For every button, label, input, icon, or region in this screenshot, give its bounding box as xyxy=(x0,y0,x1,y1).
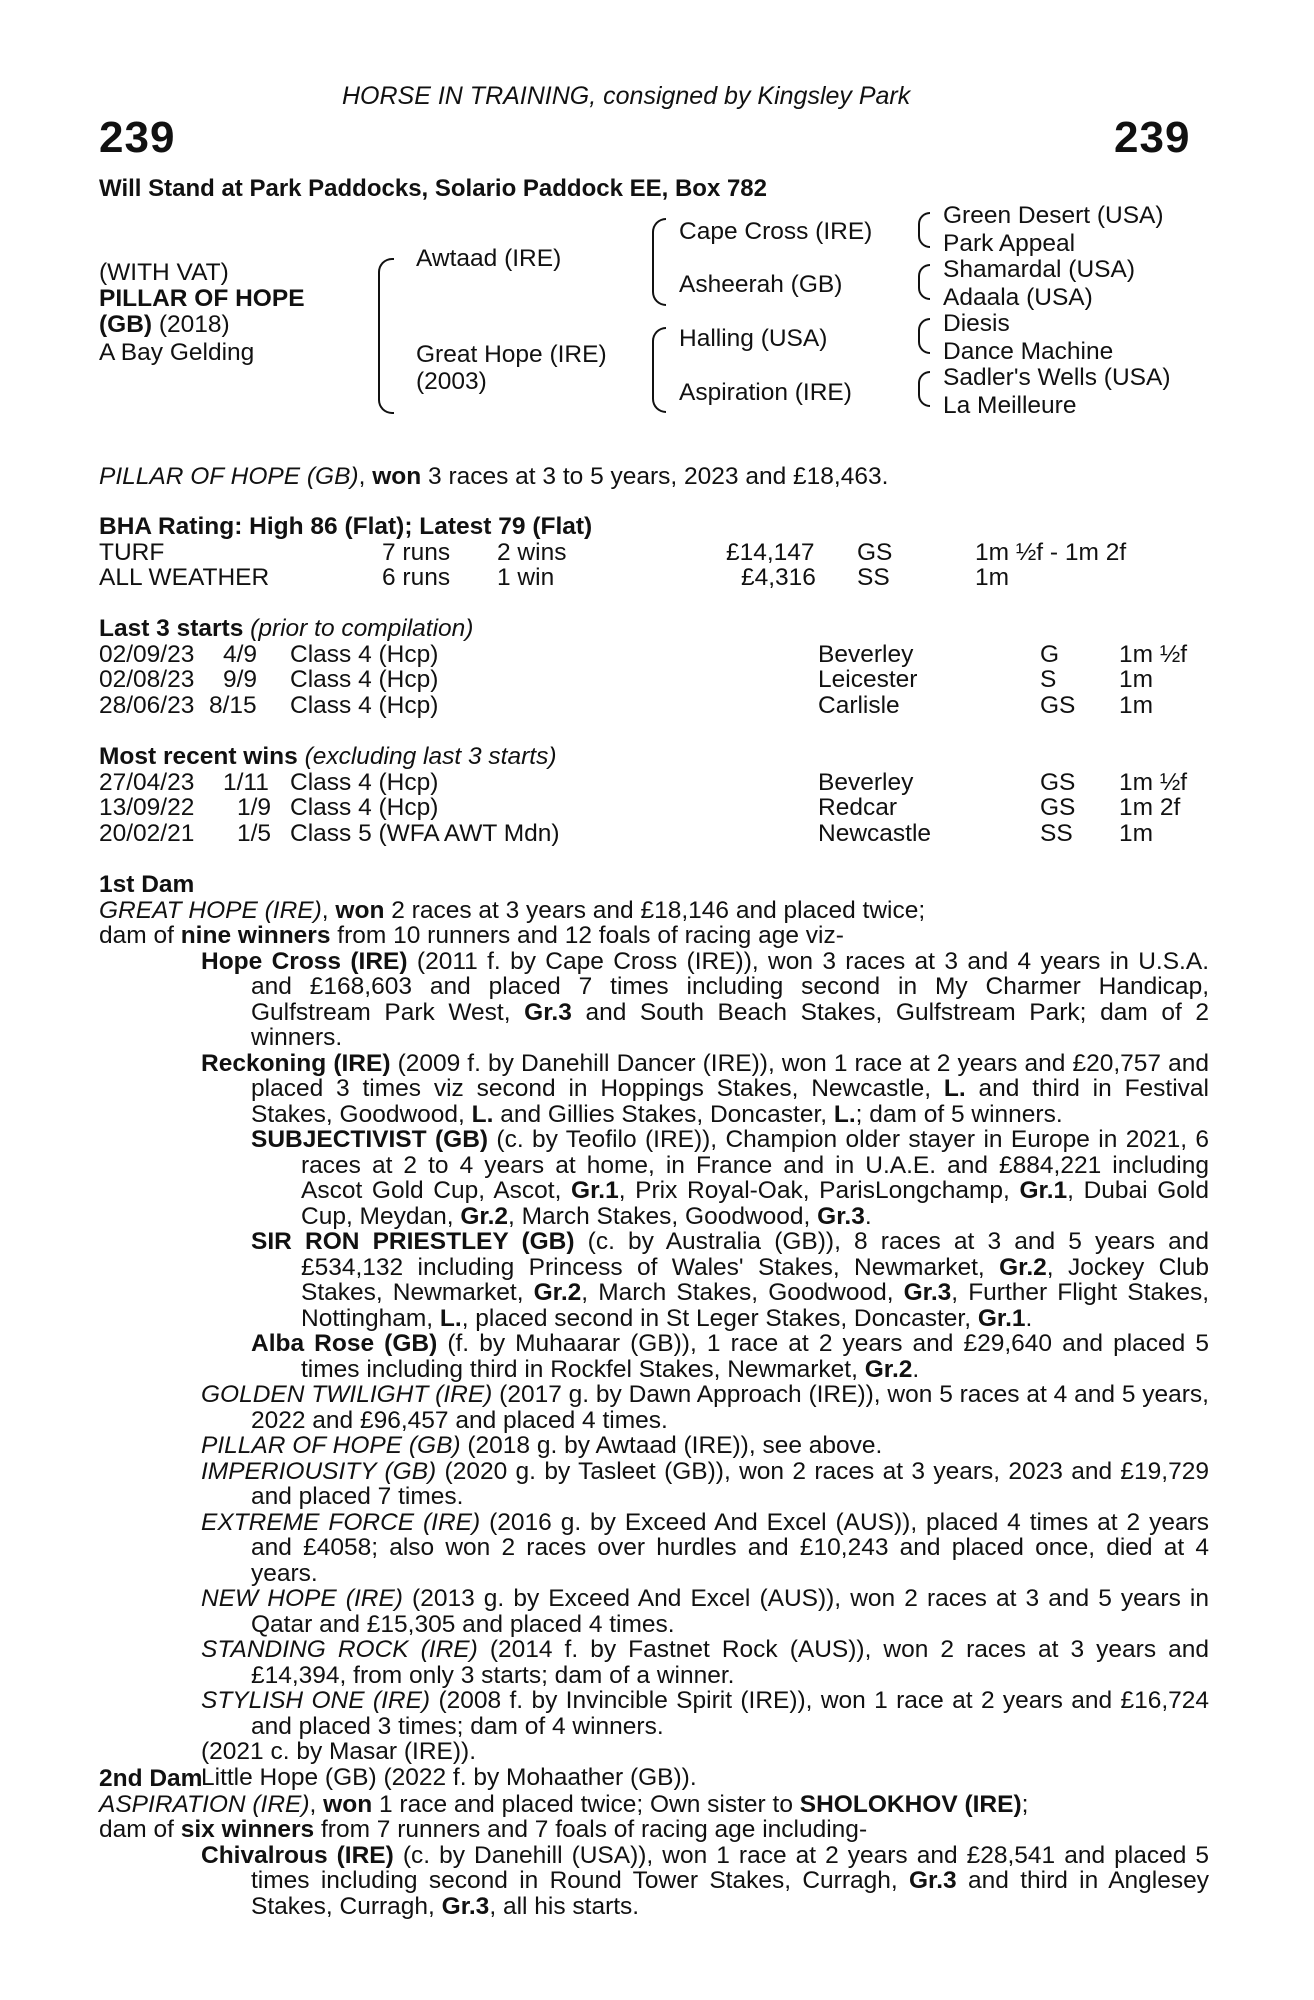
produce-name: STYLISH ONE (IRE) xyxy=(201,1687,431,1714)
produce-name: NEW HOPE (IRE) xyxy=(201,1585,403,1612)
win-course: Redcar xyxy=(818,794,897,821)
race-summary: PILLAR OF HOPE (GB), won 3 races at 3 to 5 years, 2023 and £18,463. xyxy=(99,463,889,490)
text-bold: Gr.2 xyxy=(864,1355,913,1383)
text: (2013 g. by Exceed And Excel (AUS)), won 2 races at 3 and 5 years in Qatar and £15,305 and placed 4 times. xyxy=(251,1585,1209,1638)
produce-entry xyxy=(99,1843,1209,1920)
rating-distance: 1m ½f - 1m 2f xyxy=(975,538,1127,566)
second-dam-name: ASPIRATION (IRE) xyxy=(99,1790,310,1818)
text: (2009 f. by Danehill Dancer (IRE)), won 1 race at 2 years and £20,757 and placed 3 times viz second in Hoppings Stakes, Newcastle, xyxy=(251,1049,1209,1102)
text: (2008 f. by Invincible Spirit (IRE)), won 1 race at 2 years and £16,724 and placed 3 times; dam of 4 winners. xyxy=(251,1687,1209,1740)
pedigree-brace-ds xyxy=(918,318,930,354)
pedigree-dss: Diesis xyxy=(943,310,1010,337)
win-class: Class 5 (WFA AWT Mdn) xyxy=(290,819,560,847)
text: , xyxy=(309,1790,324,1818)
dam-dam: Aspiration (IRE) xyxy=(679,379,852,406)
text: 2 races at 3 years and £18,146 and placed twice; xyxy=(384,896,926,924)
last-starts-heading xyxy=(99,616,1209,642)
start-position: 8/15 xyxy=(209,691,257,719)
text-bold: Gr.1 xyxy=(571,1177,619,1204)
win-date: 13/09/22 xyxy=(99,794,195,821)
win-position: 1/5 xyxy=(237,819,272,847)
recent-wins-heading xyxy=(99,744,1209,770)
start-distance: 1m xyxy=(1119,666,1154,693)
produce-name: Chivalrous (IRE) xyxy=(201,1841,394,1869)
start-going: GS xyxy=(1040,691,1076,719)
win-position: 1/9 xyxy=(237,794,272,821)
win-course: Beverley xyxy=(818,768,914,796)
text: (c. by Teofilo (IRE)), Champion older stayer in Europe in 2021, 6 races at 2 to 4 years at home, in France and in U.A.E. and £884,221 including Ascot Gold Cup, Ascot, xyxy=(301,1126,1209,1204)
text: and South Beach Stakes, Gulfstream Park; dam of 2 winners. xyxy=(251,998,1209,1051)
produce-entry xyxy=(99,1586,1209,1637)
grand-produce-name: SIR RON PRIESTLEY (GB) xyxy=(251,1228,575,1255)
pedigree-dsd: Dance Machine xyxy=(943,338,1114,365)
rating-going: GS xyxy=(857,538,893,566)
text: (2016 g. by Exceed And Excel (AUS)), placed 4 times at 2 years and £4058; also won 2 races over hurdles and £10,243 and placed once, died at 4 years. xyxy=(251,1508,1209,1587)
first-dam-line1 xyxy=(99,898,1209,924)
sire-dam: Asheerah (GB) xyxy=(679,271,843,298)
start-date: 02/08/23 xyxy=(99,666,195,693)
last-starts-title: Last 3 starts xyxy=(99,615,244,642)
dam-year: (2003) xyxy=(416,368,487,395)
last-starts-section xyxy=(99,616,1209,718)
produce-name: STANDING ROCK (IRE) xyxy=(201,1636,478,1663)
win-position: 1/11 xyxy=(223,768,269,796)
first-dam-line2 xyxy=(99,923,1209,949)
second-dam-section xyxy=(99,1763,1209,1920)
text: from 10 runners and 12 foals of racing age viz- xyxy=(330,922,844,949)
text-bold: L. xyxy=(471,1100,494,1128)
text: , Prix Royal-Oak, ParisLongchamp, xyxy=(618,1177,1020,1204)
start-distance: 1m ½f xyxy=(1119,640,1188,668)
text: , Further Flight Stakes, Nottingham, xyxy=(301,1279,1209,1332)
pedigree-brace-sire xyxy=(652,218,666,306)
text-bold: Gr.1 xyxy=(1019,1177,1068,1204)
first-dam-heading: 1st Dam xyxy=(99,871,195,898)
produce-entry xyxy=(99,1459,1209,1510)
dam-name: Great Hope (IRE) xyxy=(416,341,607,368)
text-bold: Gr.3 xyxy=(441,1892,490,1920)
text-bold: nine winners xyxy=(180,922,331,949)
start-distance: 1m xyxy=(1119,691,1154,719)
text: 1 race and placed twice; Own sister to xyxy=(372,1790,800,1818)
produce-name: IMPERIOUSITY (GB) xyxy=(201,1457,437,1485)
grand-produce-name: Alba Rose (GB) xyxy=(251,1330,438,1357)
text-bold: L. xyxy=(833,1100,856,1128)
text: , March Stakes, Goodwood, xyxy=(508,1202,818,1230)
text: and Gillies Stakes, Doncaster, xyxy=(493,1100,834,1128)
rating-runs: 6 runs xyxy=(382,564,451,591)
start-course: Beverley xyxy=(818,640,914,668)
first-dam-name: GREAT HOPE (IRE) xyxy=(99,896,322,924)
text: . xyxy=(912,1355,920,1383)
pedigree-sdd: Adaala (USA) xyxy=(943,284,1093,311)
dam-sire: Halling (USA) xyxy=(679,325,828,352)
horse-name-line2 xyxy=(99,312,230,338)
pedigree-brace-main xyxy=(378,258,394,414)
text: and third in Anglesey Stakes, Curragh, xyxy=(251,1867,1209,1920)
pedigree-brace-dam xyxy=(652,327,666,413)
start-class: Class 4 (Hcp) xyxy=(290,666,439,693)
start-course: Carlisle xyxy=(818,691,900,719)
horse-year: (2018) xyxy=(152,311,230,338)
rating-section xyxy=(99,514,1209,591)
grand-produce-entry xyxy=(99,1127,1209,1229)
rating-wins: 1 win xyxy=(497,564,555,591)
summary-rest: 3 races at 3 to 5 years, 2023 and £18,463. xyxy=(421,463,889,490)
last-starts-note: (prior to compilation) xyxy=(243,615,474,642)
produce-name: EXTREME FORCE (IRE) xyxy=(201,1508,481,1536)
text-bold: Gr.3 xyxy=(817,1202,865,1230)
text: , all his starts. xyxy=(489,1892,640,1920)
text: (2017 g. by Dawn Approach (IRE)), won 5 races at 4 and 5 years, 2022 and £96,457 and placed 4 times. xyxy=(251,1381,1209,1434)
lot-number-right: 239 xyxy=(1114,113,1191,162)
win-class: Class 4 (Hcp) xyxy=(290,794,439,821)
sire-name: Awtaad (IRE) xyxy=(416,245,562,272)
produce-name: GOLDEN TWILIGHT (IRE) xyxy=(201,1381,493,1408)
produce-name: Hope Cross (IRE) xyxy=(201,947,408,975)
text: from 7 runners and 7 foals of racing age including- xyxy=(314,1816,868,1843)
produce-entry xyxy=(99,949,1209,1051)
rating-prize: £14,147 xyxy=(726,538,815,566)
text: (2011 f. by Cape Cross (IRE)), won 3 races at 3 and 4 years in U.S.A. and £168,603 and placed 7 times including second in My Charmer Handicap, Gulfstream Park West, xyxy=(251,947,1210,1026)
rating-distance: 1m xyxy=(975,564,1010,591)
produce-name: PILLAR OF HOPE (GB) xyxy=(201,1432,461,1459)
text-bold: Gr.2 xyxy=(460,1202,509,1230)
sire-sire: Cape Cross (IRE) xyxy=(679,218,873,245)
rating-row-turf xyxy=(99,540,1209,566)
text-bold: Gr.2 xyxy=(533,1279,582,1306)
horse-description: A Bay Gelding xyxy=(99,339,255,366)
text: (2020 g. by Tasleet (GB)), won 2 races at 3 years, 2023 and £19,729 and placed 7 times. xyxy=(251,1457,1209,1510)
win-distance: 1m xyxy=(1119,819,1154,847)
stand-location: Will Stand at Park Paddocks, Solario Paddock EE, Box 782 xyxy=(99,175,768,202)
text: . xyxy=(864,1202,872,1230)
win-row xyxy=(99,821,1209,847)
text: dam of xyxy=(99,922,181,949)
pedigree-brace-ss xyxy=(918,212,930,248)
second-dam-line1 xyxy=(99,1792,1209,1818)
produce-entry xyxy=(99,1637,1209,1688)
pedigree-sds: Shamardal (USA) xyxy=(943,256,1135,283)
pedigree-dds: Sadler's Wells (USA) xyxy=(943,364,1171,391)
consignor-line: HORSE IN TRAINING, consigned by Kingsley Park xyxy=(342,82,911,110)
win-going: GS xyxy=(1040,768,1076,796)
start-row xyxy=(99,667,1209,693)
start-going: G xyxy=(1040,640,1060,668)
produce-entry xyxy=(99,1688,1209,1739)
first-dam-section xyxy=(99,872,1209,1790)
grand-produce-entry xyxy=(99,1331,1209,1382)
text-bold: L. xyxy=(943,1075,966,1102)
win-course: Newcastle xyxy=(818,819,932,847)
text: , March Stakes, Goodwood, xyxy=(581,1279,904,1306)
text: ; dam of 5 winners. xyxy=(855,1100,1063,1128)
text: . xyxy=(1025,1304,1033,1332)
rating-row-aw xyxy=(99,565,1209,591)
text-bold: won xyxy=(323,1790,373,1818)
summary-won: won xyxy=(372,463,422,490)
pedigree-ssd: Park Appeal xyxy=(943,230,1076,257)
pedigree-brace-sd xyxy=(918,264,930,300)
pedigree-brace-dd xyxy=(918,371,930,407)
start-position: 4/9 xyxy=(223,640,258,668)
start-row xyxy=(99,642,1209,668)
rating-surface: TURF xyxy=(99,538,165,566)
text: , xyxy=(321,896,336,924)
text-bold: six winners xyxy=(180,1816,315,1843)
win-going: GS xyxy=(1040,794,1076,821)
rating-runs: 7 runs xyxy=(382,538,451,566)
second-dam-heading: 2nd Dam xyxy=(99,1765,203,1792)
win-date: 20/02/21 xyxy=(99,819,195,847)
text: dam of xyxy=(99,1816,181,1843)
rating-heading: BHA Rating: High 86 (Flat); Latest 79 (Flat) xyxy=(99,513,593,540)
start-class: Class 4 (Hcp) xyxy=(290,640,439,668)
text: , Jockey Club Stakes, Newmarket, xyxy=(301,1253,1209,1306)
text: and third in Festival Stakes, Goodwood, xyxy=(251,1075,1209,1128)
rating-surface: ALL WEATHER xyxy=(99,564,270,591)
horse-name: PILLAR OF HOPE xyxy=(99,285,305,312)
win-going: SS xyxy=(1040,819,1073,847)
produce-entry xyxy=(99,1433,1209,1459)
start-date: 02/09/23 xyxy=(99,640,195,668)
pedigree-sss: Green Desert (USA) xyxy=(943,202,1164,229)
start-position: 9/9 xyxy=(223,666,258,693)
rating-wins: 2 wins xyxy=(497,538,567,566)
produce-entry xyxy=(99,1382,1209,1433)
horse-country: (GB) xyxy=(99,311,153,338)
recent-wins-note: (excluding last 3 starts) xyxy=(297,743,557,770)
produce-entry: Little Hope (GB) (2022 f. by Mohaather (GB)). xyxy=(201,1763,697,1791)
recent-wins-title: Most recent wins xyxy=(99,743,298,770)
produce-entry: (2021 c. by Masar (IRE)). xyxy=(201,1738,477,1765)
text-bold: SHOLOKHOV (IRE) xyxy=(799,1790,1022,1818)
grand-produce-name: SUBJECTIVIST (GB) xyxy=(251,1126,489,1153)
text: (f. by Muhaarar (GB)), 1 race at 2 years and £29,640 and placed 5 times including third in Rockfel Stakes, Newmarket, xyxy=(301,1330,1210,1383)
text: , Dubai Gold Cup, Meydan, xyxy=(301,1177,1209,1230)
text: (2014 f. by Fastnet Rock (AUS)), won 2 races at 3 years and £14,394, from only 3 starts; dam of a winner. xyxy=(251,1636,1209,1689)
start-course: Leicester xyxy=(818,666,918,693)
win-class: Class 4 (Hcp) xyxy=(290,768,439,796)
produce-name: Reckoning (IRE) xyxy=(201,1049,391,1077)
text-bold: won xyxy=(335,896,385,924)
start-date: 28/06/23 xyxy=(99,691,195,719)
produce-entry xyxy=(99,1051,1209,1128)
start-going: S xyxy=(1040,666,1057,693)
rating-going: SS xyxy=(857,564,890,591)
start-class: Class 4 (Hcp) xyxy=(290,691,439,719)
recent-wins-section xyxy=(99,744,1209,846)
text-bold: L. xyxy=(439,1304,462,1332)
text: (2018 g. by Awtaad (IRE)), see above. xyxy=(460,1432,883,1459)
text: ; xyxy=(1021,1790,1029,1818)
text: (c. by Australia (GB)), 8 races at 3 and 5 years and £534,132 including Princess of Wales' Stakes, Newmarket, xyxy=(301,1228,1209,1281)
text-bold: Gr.2 xyxy=(999,1253,1047,1281)
pedigree-ddd: La Meilleure xyxy=(943,392,1077,419)
lot-number-left: 239 xyxy=(99,113,176,162)
second-dam-line2 xyxy=(99,1817,1209,1843)
rating-prize: £4,316 xyxy=(741,564,816,591)
text-bold: Gr.3 xyxy=(903,1279,952,1306)
text: (c. by Danehill (USA)), won 1 race at 2 years and £28,541 and placed 5 times including second in Round Tower Stakes, Curragh, xyxy=(251,1841,1209,1894)
win-row xyxy=(99,770,1209,796)
vat-note: (WITH VAT) xyxy=(99,259,229,286)
win-date: 27/04/23 xyxy=(99,768,195,796)
win-distance: 1m 2f xyxy=(1119,794,1181,821)
start-row xyxy=(99,693,1209,719)
summary-horse: PILLAR OF HOPE (GB) xyxy=(99,463,359,490)
text-bold: Gr.1 xyxy=(977,1304,1026,1332)
grand-produce-entry xyxy=(99,1229,1209,1331)
produce-entry xyxy=(99,1510,1209,1587)
win-row xyxy=(99,795,1209,821)
text: , placed second in St Leger Stakes, Doncaster, xyxy=(461,1304,978,1332)
text-bold: Gr.3 xyxy=(524,998,572,1026)
win-distance: 1m ½f xyxy=(1119,768,1188,796)
text-bold: Gr.3 xyxy=(909,1867,957,1894)
